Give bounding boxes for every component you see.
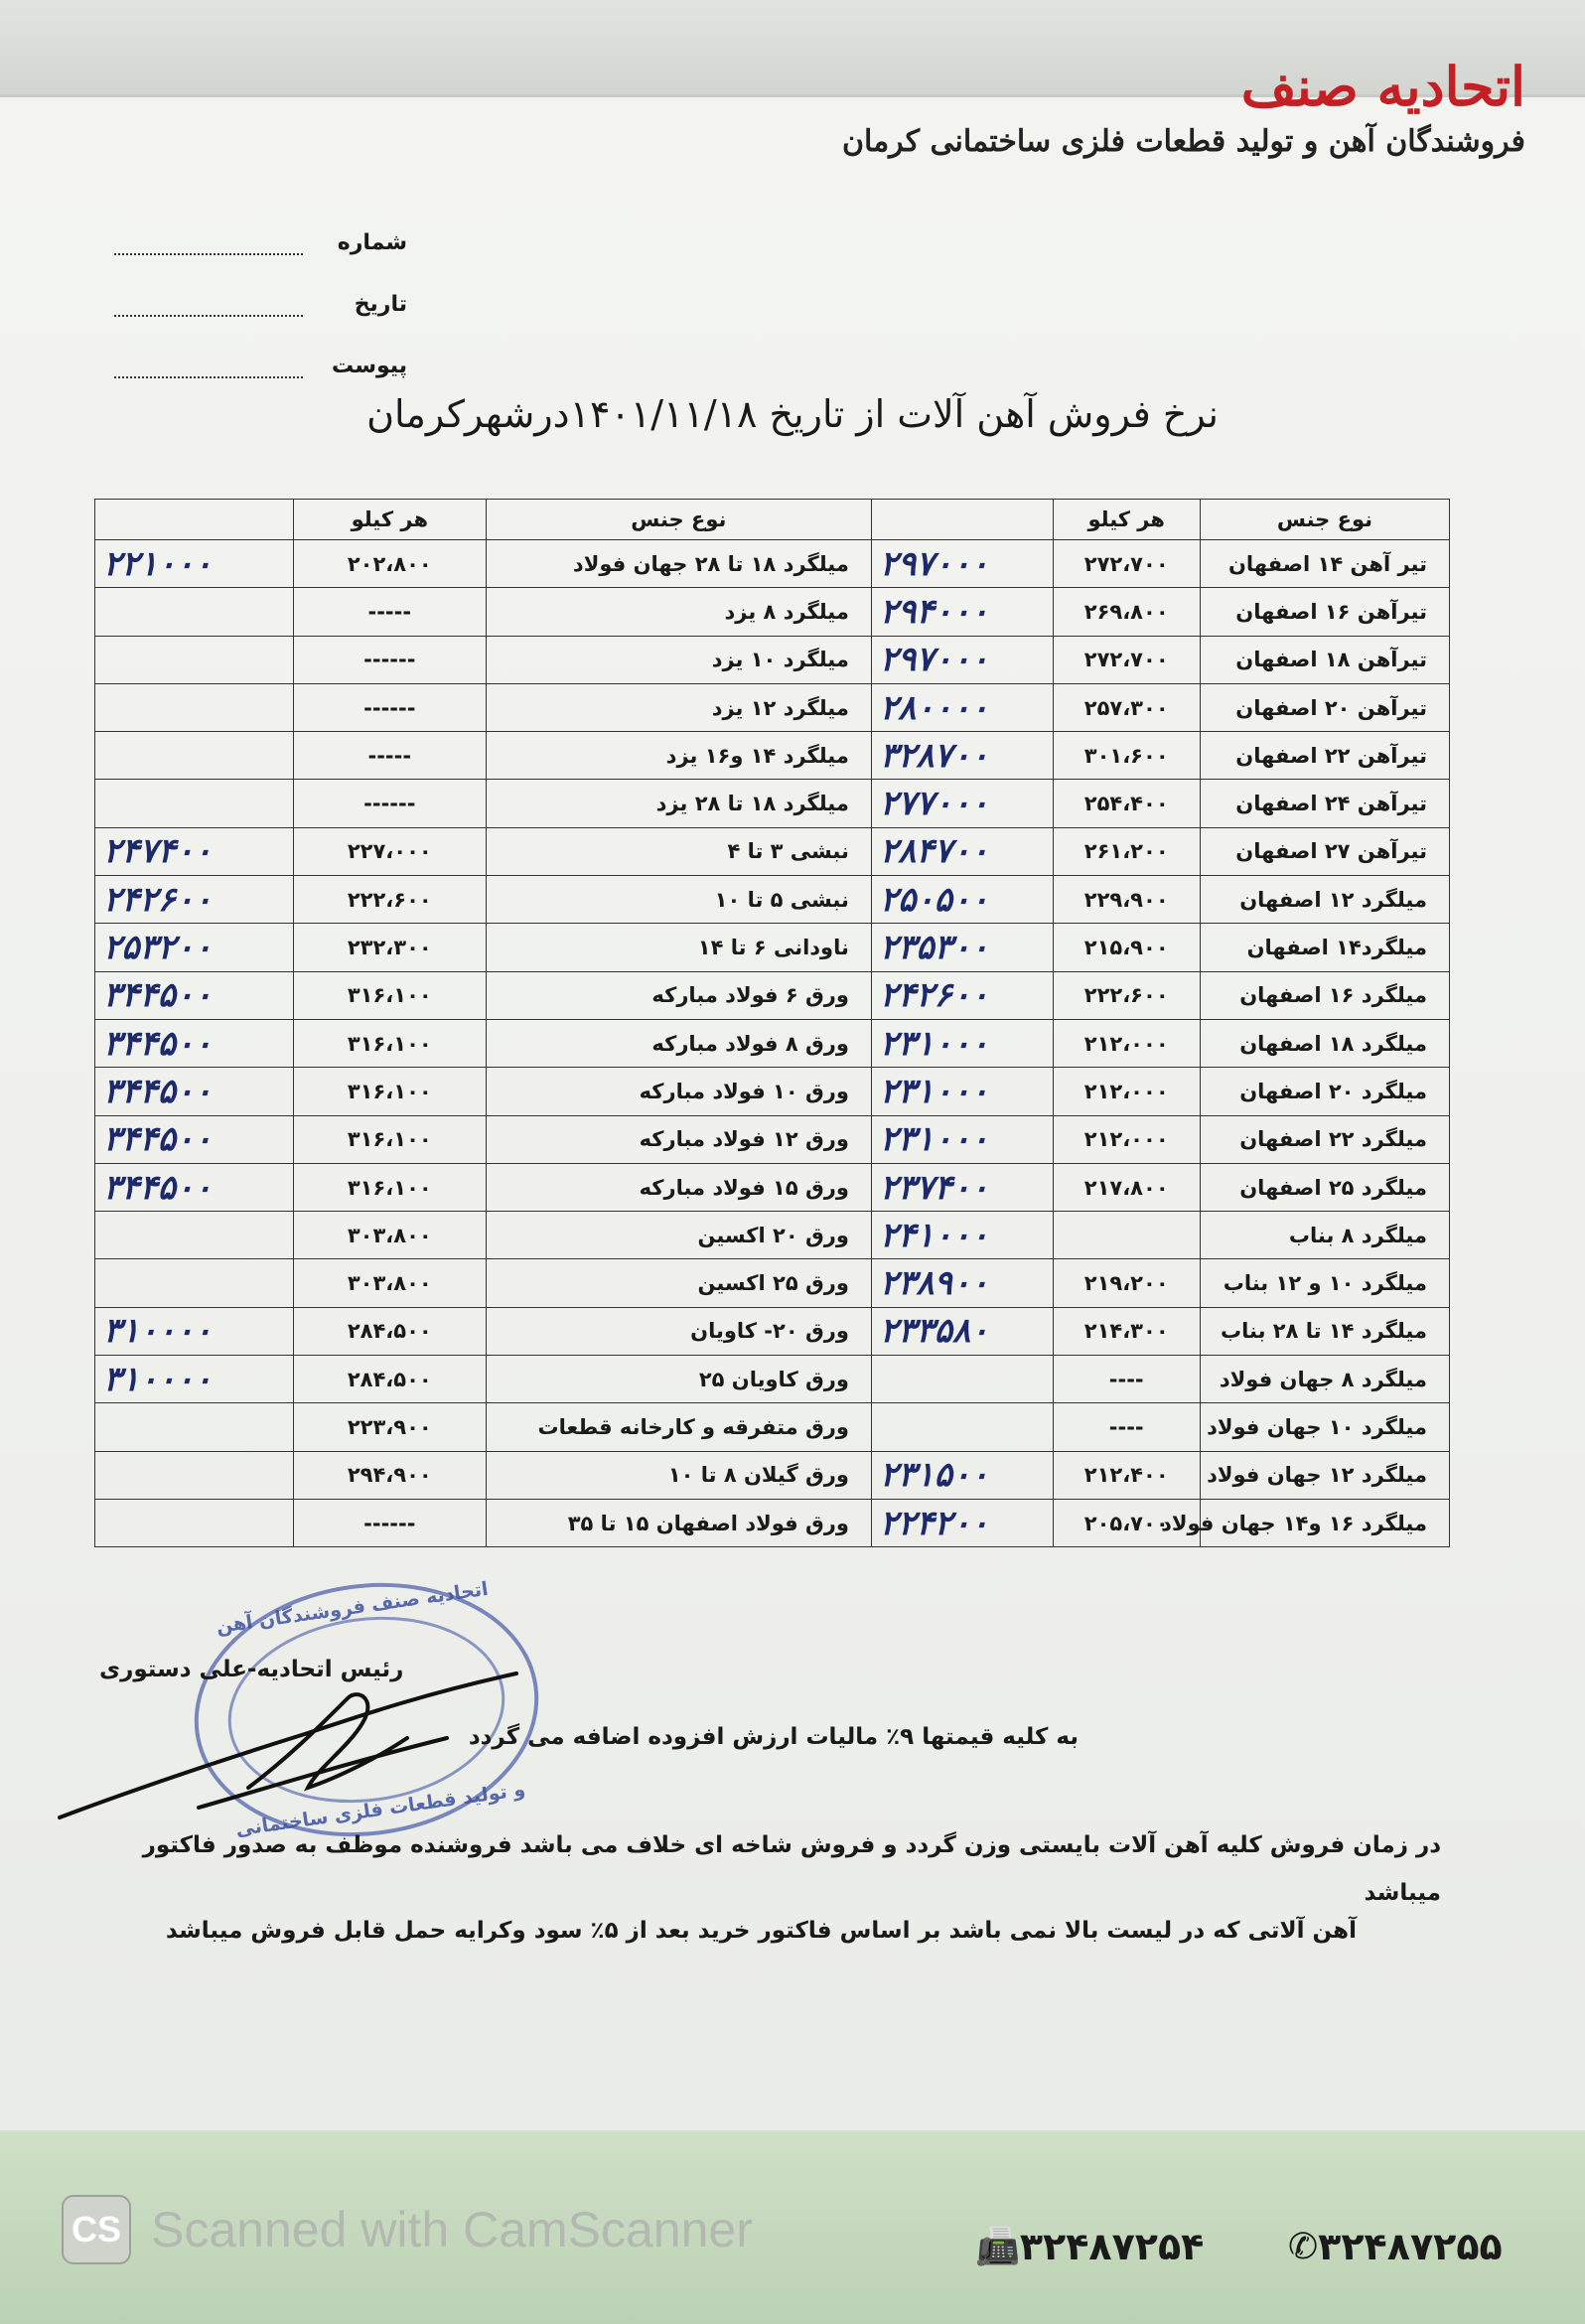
table-row (95, 1356, 1450, 1403)
table-row (95, 1451, 1450, 1499)
item-price-left: ۲۸۴،۵۰۰ (293, 1356, 486, 1403)
item-name-right: تیرآهن ۲۲ اصفهان (1200, 732, 1449, 780)
item-handwritten-price-right: ۲۳۱۰۰۰ (871, 1115, 1053, 1163)
meta-number-line (114, 227, 303, 255)
item-name-left: ورق متفرقه و کارخانه قطعات (486, 1403, 871, 1451)
item-name-right: میلگرد ۱۸ اصفهان (1200, 1019, 1449, 1067)
item-name-right: تیرآهن ۲۰ اصفهان (1200, 683, 1449, 731)
item-name-right: میلگرد ۲۰ اصفهان (1200, 1068, 1449, 1115)
table-row (95, 971, 1450, 1019)
item-name-left: میلگرد ۸ یزد (486, 588, 871, 636)
item-name-left: ورق گیلان ۸ تا ۱۰ (486, 1451, 871, 1499)
item-name-left: ورق فولاد اصفهان ۱۵ تا ۳۵ (486, 1499, 871, 1546)
item-price-left: ------ (293, 1499, 486, 1546)
item-handwritten-price-right: ۲۳۱۰۰۰ (871, 1019, 1053, 1067)
item-name-left: ورق ۱۵ فولاد مبارکه (486, 1163, 871, 1211)
item-name-left: ورق ۲۰- کاویان (486, 1307, 871, 1355)
item-name-right: میلگرد ۲۲ اصفهان (1200, 1115, 1449, 1163)
item-name-right: میلگرد ۱۶ اصفهان (1200, 971, 1449, 1019)
table-row (95, 1403, 1450, 1451)
item-handwritten-price-right: ۲۳۷۴۰۰ (871, 1163, 1053, 1211)
item-name-left: ورق ۲۰ اکسین (486, 1212, 871, 1259)
header-hand-right (871, 500, 1053, 540)
note-vat: به کلیه قیمتها ۹٪ مالیات ارزش افزوده اضافه می گردد (468, 1724, 1079, 1750)
document-title: نرخ فروش آهن آلات از تاریخ ۱۴۰۱/۱۱/۱۸درشهرکرمان (366, 392, 1219, 436)
item-handwritten-price-right: ۲۳۱۵۰۰ (871, 1451, 1053, 1499)
item-name-right: میلگرد ۱۰ و ۱۲ بناب (1200, 1259, 1449, 1307)
item-price-right: ۲۰۵،۷۰۰ (1053, 1499, 1200, 1546)
item-price-left: ۳۱۶،۱۰۰ (293, 1163, 486, 1211)
item-name-left: ورق ۱۰ فولاد مبارکه (486, 1068, 871, 1115)
item-handwritten-price-left: ۲۲۱۰۰۰ (95, 540, 294, 588)
item-price-left: ----- (293, 588, 486, 636)
item-name-right: میلگرد ۲۵ اصفهان (1200, 1163, 1449, 1211)
meta-date (114, 255, 407, 317)
item-handwritten-price-left (95, 1259, 294, 1307)
letter-meta (114, 194, 407, 378)
item-handwritten-price-right: ۲۸۰۰۰۰ (871, 683, 1053, 731)
item-name-left: ورق کاویان ۲۵ (486, 1356, 871, 1403)
item-name-left: نبشی ۵ تا ۱۰ (486, 876, 871, 924)
item-handwritten-price-left: ۲۴۷۴۰۰ (95, 827, 294, 875)
header-type-left: نوع جنس (486, 500, 871, 540)
item-handwritten-price-right: ۲۴۲۶۰۰ (871, 971, 1053, 1019)
item-handwritten-price-left: ۲۴۲۶۰۰ (95, 876, 294, 924)
item-price-right: ۲۱۵،۹۰۰ (1053, 924, 1200, 971)
item-price-right (1053, 1212, 1200, 1259)
item-price-right: ۲۷۲،۷۰۰ (1053, 636, 1200, 683)
item-handwritten-price-right: ۲۷۷۰۰۰ (871, 780, 1053, 827)
item-price-left: ۲۹۴،۹۰۰ (293, 1451, 486, 1499)
meta-date-label: تاریخ (354, 292, 407, 317)
item-handwritten-price-left: ۳۴۴۵۰۰ (95, 1115, 294, 1163)
table-row (95, 540, 1450, 588)
item-handwritten-price-right: ۲۹۷۰۰۰ (871, 636, 1053, 683)
item-price-right: ۲۶۹،۸۰۰ (1053, 588, 1200, 636)
meta-attachment-line (114, 351, 303, 378)
item-price-right: ۲۱۲،۰۰۰ (1053, 1068, 1200, 1115)
item-price-right: ۲۱۷،۸۰۰ (1053, 1163, 1200, 1211)
org-name: اتحادیه صنف (1240, 55, 1525, 118)
item-price-left: ------ (293, 780, 486, 827)
item-name-right: تیر آهن ۱۴ اصفهان (1200, 540, 1449, 588)
item-name-right: میلگرد ۱۴ تا ۲۸ بناب (1200, 1307, 1449, 1355)
item-handwritten-price-left: ۳۴۴۵۰۰ (95, 971, 294, 1019)
table-row (95, 876, 1450, 924)
item-handwritten-price-left: ۲۵۳۲۰۰ (95, 924, 294, 971)
header-type-right: نوع جنس (1200, 500, 1449, 540)
item-price-left: ۲۸۴،۵۰۰ (293, 1307, 486, 1355)
item-handwritten-price-right: ۲۳۸۹۰۰ (871, 1259, 1053, 1307)
meta-attachment-label: پیوست (332, 354, 407, 378)
camscanner-icon: CS (62, 2195, 131, 2264)
item-handwritten-price-left (95, 1403, 294, 1451)
item-handwritten-price-right: ۲۳۵۳۰۰ (871, 924, 1053, 971)
item-price-left: ۳۰۳،۸۰۰ (293, 1259, 486, 1307)
item-price-right: ۲۱۹،۲۰۰ (1053, 1259, 1200, 1307)
stamp-text-top: اتحادیه صنف فروشندگان آهن (215, 1577, 490, 1639)
item-price-right: ۲۱۲،۰۰۰ (1053, 1019, 1200, 1067)
table-row (95, 780, 1450, 827)
item-name-left: ناودانی ۶ تا ۱۴ (486, 924, 871, 971)
table-row (95, 1212, 1450, 1259)
item-price-right: ۲۲۹،۹۰۰ (1053, 876, 1200, 924)
item-handwritten-price-left: ۳۱۰۰۰۰ (95, 1307, 294, 1355)
item-handwritten-price-right: ۲۸۴۷۰۰ (871, 827, 1053, 875)
item-name-right: تیرآهن ۱۶ اصفهان (1200, 588, 1449, 636)
camscanner-watermark (62, 2195, 753, 2264)
item-handwritten-price-right (871, 1356, 1053, 1403)
note-unlisted: آهن آلاتی که در لیست بالا نمی باشد بر اساس فاکتور خرید بعد از ۵٪ سود وکرایه حمل قابل فروش میباشد (165, 1918, 1357, 1944)
table-header-row (95, 500, 1450, 540)
item-price-left: ۲۲۳،۹۰۰ (293, 1403, 486, 1451)
item-name-right: میلگرد ۱۰ جهان فولاد (1200, 1403, 1449, 1451)
camscanner-text: Scanned with CamScanner (151, 2202, 753, 2257)
item-name-left: میلگرد ۱۸ تا ۲۸ جهان فولاد (486, 540, 871, 588)
item-name-right: تیرآهن ۲۷ اصفهان (1200, 827, 1449, 875)
table-row (95, 588, 1450, 636)
item-name-right: میلگرد ۸ بناب (1200, 1212, 1449, 1259)
item-handwritten-price-left: ۳۴۴۵۰۰ (95, 1163, 294, 1211)
item-price-right: ۲۷۲،۷۰۰ (1053, 540, 1200, 588)
item-name-left: ورق ۶ فولاد مبارکه (486, 971, 871, 1019)
item-price-right: ---- (1053, 1356, 1200, 1403)
item-name-right: میلگرد ۱۶ و۱۴ جهان فولاد (1200, 1499, 1449, 1546)
item-price-left: ۳۱۶،۱۰۰ (293, 971, 486, 1019)
item-price-right: ۲۱۴،۳۰۰ (1053, 1307, 1200, 1355)
letterhead-header (842, 55, 1525, 159)
item-handwritten-price-right: ۲۴۱۰۰۰ (871, 1212, 1053, 1259)
item-handwritten-price-left: ۳۴۴۵۰۰ (95, 1068, 294, 1115)
item-name-left: میلگرد ۱۲ یزد (486, 683, 871, 731)
item-name-left: ورق ۲۵ اکسین (486, 1259, 871, 1307)
item-price-right: ۲۶۱،۲۰۰ (1053, 827, 1200, 875)
item-price-left: ۳۰۳،۸۰۰ (293, 1212, 486, 1259)
item-handwritten-price-right: ۲۵۰۵۰۰ (871, 876, 1053, 924)
table-row (95, 636, 1450, 683)
item-handwritten-price-left (95, 1499, 294, 1546)
price-table-body (95, 540, 1450, 1547)
item-name-left: میلگرد ۱۰ یزد (486, 636, 871, 683)
phone-icon: ✆ (1288, 2226, 1319, 2267)
table-row (95, 1499, 1450, 1546)
item-price-left: ۲۲۷،۰۰۰ (293, 827, 486, 875)
item-name-right: تیرآهن ۱۸ اصفهان (1200, 636, 1449, 683)
item-price-left: ----- (293, 732, 486, 780)
note-weighing: در زمان فروش کلیه آهن آلات بایستی وزن گردد و فروش شاخه ای خلاف می باشد فروشنده موظف به صدور فاکتور میباشد (142, 1832, 1441, 1906)
item-price-left: ------ (293, 683, 486, 731)
item-handwritten-price-left: ۳۴۴۵۰۰ (95, 1019, 294, 1067)
item-price-left: ۲۰۲،۸۰۰ (293, 540, 486, 588)
item-handwritten-price-left (95, 683, 294, 731)
item-handwritten-price-left (95, 780, 294, 827)
item-name-left: ورق ۸ فولاد مبارکه (486, 1019, 871, 1067)
header-price-left: هر کیلو (293, 500, 486, 540)
header-price-right: هر کیلو (1053, 500, 1200, 540)
item-handwritten-price-right: ۲۹۷۰۰۰ (871, 540, 1053, 588)
item-handwritten-price-right: ۲۳۳۵۸۰ (871, 1307, 1053, 1355)
item-handwritten-price-right: ۲۳۱۰۰۰ (871, 1068, 1053, 1115)
table-row (95, 1307, 1450, 1355)
item-name-right: میلگرد ۱۲ جهان فولاد (1200, 1451, 1449, 1499)
table-row (95, 1115, 1450, 1163)
meta-attachment (114, 317, 407, 378)
item-handwritten-price-right: ۲۹۴۰۰۰ (871, 588, 1053, 636)
item-handwritten-price-left (95, 732, 294, 780)
item-name-left: میلگرد ۱۸ تا ۲۸ یزد (486, 780, 871, 827)
table-row (95, 1259, 1450, 1307)
stamp-text-bottom: و تولید قطعات فلزی ساختمانی (234, 1778, 527, 1841)
meta-number (114, 194, 407, 255)
table-row (95, 827, 1450, 875)
item-price-left: ۳۱۶،۱۰۰ (293, 1068, 486, 1115)
item-price-right: ۲۱۲،۰۰۰ (1053, 1115, 1200, 1163)
meta-date-line (114, 289, 303, 317)
table-row (95, 924, 1450, 971)
header-hand-left (95, 500, 294, 540)
item-name-left: میلگرد ۱۴ و۱۶ یزد (486, 732, 871, 780)
item-handwritten-price-right: ۳۲۸۷۰۰ (871, 732, 1053, 780)
item-handwritten-price-left (95, 588, 294, 636)
item-price-right: ۲۱۲،۴۰۰ (1053, 1451, 1200, 1499)
item-price-right: ---- (1053, 1403, 1200, 1451)
item-handwritten-price-left (95, 636, 294, 683)
signatory-name: رئیس اتحادیه-علی دستوری (99, 1657, 404, 1682)
table-row (95, 1019, 1450, 1067)
phone-number (1276, 2225, 1503, 2268)
fax-number-text: ۳۲۴۸۷۲۵۴ (1019, 2225, 1205, 2268)
price-table (94, 499, 1450, 1547)
table-row (95, 732, 1450, 780)
org-subtitle: فروشندگان آهن و تولید قطعات فلزی ساختمانی کرمان (841, 124, 1525, 159)
table-row (95, 683, 1450, 731)
table-row (95, 1068, 1450, 1115)
item-handwritten-price-left (95, 1212, 294, 1259)
item-price-left: ۳۱۶،۱۰۰ (293, 1019, 486, 1067)
item-name-right: تیرآهن ۲۴ اصفهان (1200, 780, 1449, 827)
fax-icon: 📠 (975, 2227, 1020, 2267)
item-price-right: ۲۵۷،۳۰۰ (1053, 683, 1200, 731)
item-name-right: میلگرد ۱۲ اصفهان (1200, 876, 1449, 924)
item-handwritten-price-right (871, 1403, 1053, 1451)
item-price-left: ۲۲۲،۶۰۰ (293, 876, 486, 924)
item-name-left: ورق ۱۲ فولاد مبارکه (486, 1115, 871, 1163)
item-name-right: میلگرد۱۴ اصفهان (1200, 924, 1449, 971)
table-row (95, 1163, 1450, 1211)
item-price-right: ۲۵۴،۴۰۰ (1053, 780, 1200, 827)
item-name-right: میلگرد ۸ جهان فولاد (1200, 1356, 1449, 1403)
item-price-right: ۲۲۲،۶۰۰ (1053, 971, 1200, 1019)
item-handwritten-price-right: ۲۲۴۲۰۰ (871, 1499, 1053, 1546)
item-name-left: نبشی ۳ تا ۴ (486, 827, 871, 875)
item-handwritten-price-left: ۳۱۰۰۰۰ (95, 1356, 294, 1403)
item-handwritten-price-left (95, 1451, 294, 1499)
phone-number-text: ۳۲۴۸۷۲۵۵ (1318, 2225, 1503, 2268)
item-price-left: ۳۱۶،۱۰۰ (293, 1115, 486, 1163)
item-price-left: ۲۳۲،۳۰۰ (293, 924, 486, 971)
item-price-left: ------ (293, 636, 486, 683)
fax-number (963, 2225, 1204, 2268)
meta-number-label: شماره (337, 230, 407, 255)
item-price-right: ۳۰۱،۶۰۰ (1053, 732, 1200, 780)
